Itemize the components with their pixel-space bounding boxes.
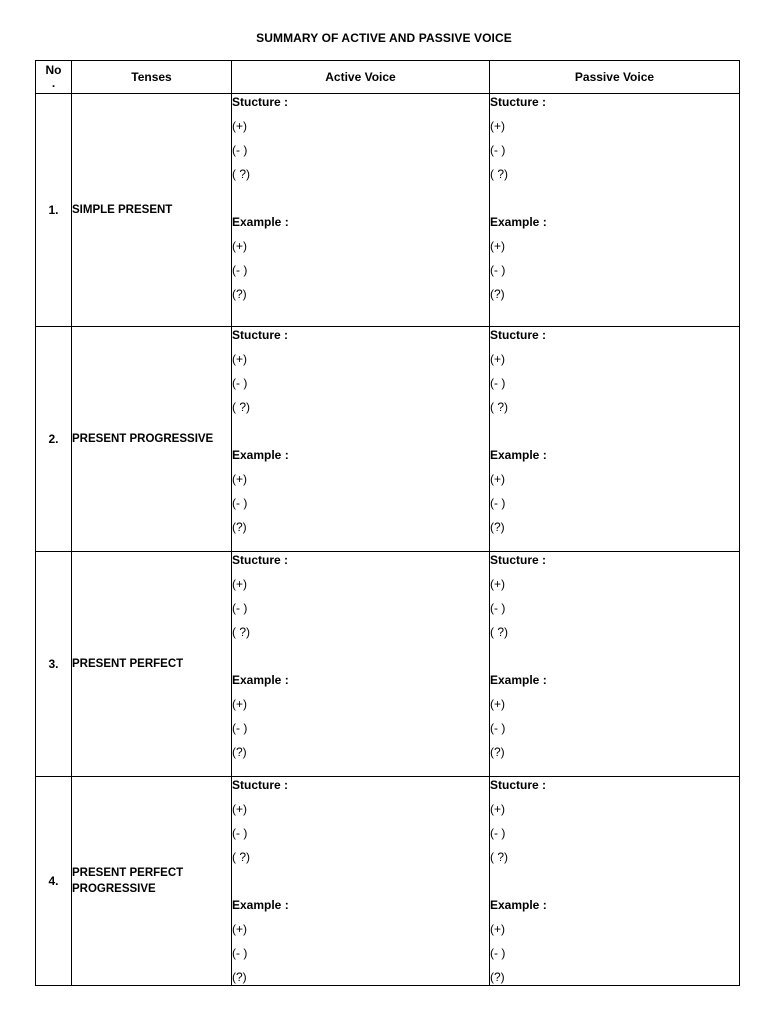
question-line: ( ?) — [490, 850, 508, 864]
row-number: 4. — [36, 777, 72, 986]
positive-line: (+) — [490, 352, 505, 366]
structure-label: Stucture : — [232, 553, 289, 567]
example-positive-line: (+) — [232, 697, 247, 711]
example-question-line: (?) — [232, 970, 247, 984]
negative-line: (- ) — [232, 601, 248, 615]
example-label: Example : — [232, 215, 289, 229]
structure-label: Stucture : — [490, 553, 547, 567]
example-label: Example : — [490, 898, 547, 912]
row-number: 3. — [36, 552, 72, 777]
example-question-line: (?) — [490, 287, 505, 301]
row-number: 2. — [36, 327, 72, 552]
example-negative-line: (- ) — [232, 721, 248, 735]
tense-name: PRESENT PERFECT — [72, 552, 232, 777]
table-header-row — [36, 61, 740, 94]
table-row — [36, 777, 740, 986]
tense-name: SIMPLE PRESENT — [72, 94, 232, 327]
question-line: ( ?) — [490, 167, 508, 181]
example-question-line: (?) — [490, 520, 505, 534]
example-positive-line: (+) — [232, 922, 247, 936]
passive-voice-cell — [490, 94, 740, 327]
example-negative-line: (- ) — [490, 721, 506, 735]
example-positive-line: (+) — [232, 239, 247, 253]
active-voice-cell — [232, 327, 490, 552]
structure-label: Stucture : — [232, 778, 289, 792]
example-negative-line: (- ) — [232, 946, 248, 960]
example-question-line: (?) — [232, 287, 247, 301]
example-negative-line: (- ) — [232, 263, 248, 277]
positive-line: (+) — [490, 577, 505, 591]
question-line: ( ?) — [232, 167, 250, 181]
positive-line: (+) — [232, 802, 247, 816]
passive-voice-cell — [490, 327, 740, 552]
question-line: ( ?) — [232, 400, 250, 414]
structure-label: Stucture : — [490, 328, 547, 342]
structure-label: Stucture : — [490, 95, 547, 109]
example-negative-line: (- ) — [490, 946, 506, 960]
table-row — [36, 552, 740, 777]
header-passive-voice: Passive Voice — [490, 61, 740, 94]
question-line: ( ?) — [232, 850, 250, 864]
positive-line: (+) — [232, 577, 247, 591]
header-no-dot: . — [51, 76, 56, 90]
example-question-line: (?) — [490, 970, 505, 984]
active-voice-cell — [232, 552, 490, 777]
example-label: Example : — [232, 898, 289, 912]
negative-line: (- ) — [490, 143, 506, 157]
tense-name: PRESENT PERFECT PROGRESSIVE — [72, 777, 232, 986]
active-voice-cell — [232, 94, 490, 327]
document-title: SUMMARY OF ACTIVE AND PASSIVE VOICE — [256, 31, 512, 45]
example-label: Example : — [232, 448, 289, 462]
example-positive-line: (+) — [490, 239, 505, 253]
negative-line: (- ) — [232, 376, 248, 390]
header-tenses: Tenses — [72, 61, 232, 94]
example-positive-line: (+) — [490, 922, 505, 936]
negative-line: (- ) — [490, 601, 506, 615]
example-label: Example : — [490, 215, 547, 229]
header-no-label: No — [45, 63, 62, 77]
positive-line: (+) — [232, 119, 247, 133]
positive-line: (+) — [490, 802, 505, 816]
negative-line: (- ) — [490, 376, 506, 390]
example-question-line: (?) — [232, 745, 247, 759]
negative-line: (- ) — [232, 826, 248, 840]
example-negative-line: (- ) — [490, 496, 506, 510]
example-positive-line: (+) — [490, 697, 505, 711]
structure-label: Stucture : — [490, 778, 547, 792]
example-label: Example : — [232, 673, 289, 687]
example-label: Example : — [490, 673, 547, 687]
row-number: 1. — [36, 94, 72, 327]
negative-line: (- ) — [232, 143, 248, 157]
tense-name: PRESENT PROGRESSIVE — [72, 327, 232, 552]
passive-voice-cell — [490, 552, 740, 777]
table-row — [36, 327, 740, 552]
table-row — [36, 94, 740, 327]
passive-voice-cell — [490, 777, 740, 986]
negative-line: (- ) — [490, 826, 506, 840]
question-line: ( ?) — [490, 400, 508, 414]
example-positive-line: (+) — [232, 472, 247, 486]
example-negative-line: (- ) — [232, 496, 248, 510]
example-label: Example : — [490, 448, 547, 462]
example-question-line: (?) — [490, 745, 505, 759]
structure-label: Stucture : — [232, 95, 289, 109]
example-negative-line: (- ) — [490, 263, 506, 277]
structure-label: Stucture : — [232, 328, 289, 342]
active-voice-cell — [232, 777, 490, 986]
question-line: ( ?) — [490, 625, 508, 639]
header-active-voice: Active Voice — [232, 61, 490, 94]
positive-line: (+) — [490, 119, 505, 133]
question-line: ( ?) — [232, 625, 250, 639]
example-question-line: (?) — [232, 520, 247, 534]
example-positive-line: (+) — [490, 472, 505, 486]
header-no — [36, 61, 72, 94]
positive-line: (+) — [232, 352, 247, 366]
tense-summary-table — [35, 60, 740, 986]
